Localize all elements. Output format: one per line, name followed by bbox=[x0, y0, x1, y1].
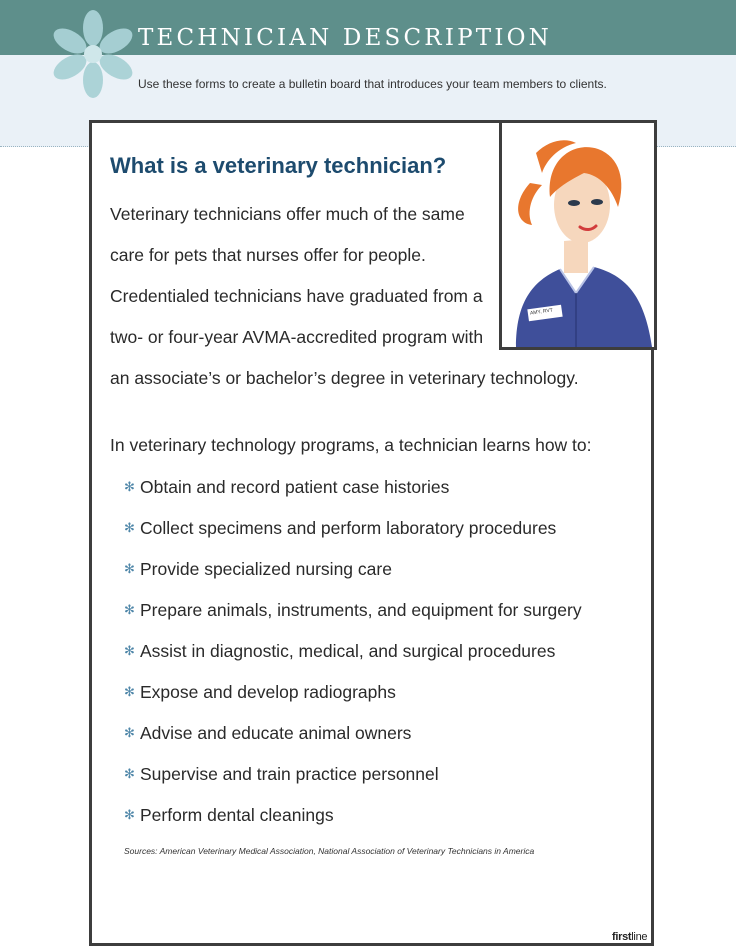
sources-note: Sources: American Veterinary Medical Association, National Association of Veterinary Technicians in America bbox=[124, 846, 535, 856]
list-item: ✻ Collect specimens and perform laboratory procedures bbox=[124, 518, 557, 538]
list-item: ✻ Prepare animals, instruments, and equipment for surgery bbox=[124, 600, 582, 620]
section-heading: What is a veterinary technician? bbox=[110, 153, 447, 178]
list-item: ✻ Advise and educate animal owners bbox=[124, 723, 412, 743]
list-item: ✻ Assist in diagnostic, medical, and surgical procedures bbox=[124, 641, 556, 661]
asterisk-bullet-icon: ✻ bbox=[124, 684, 135, 699]
asterisk-bullet-icon: ✻ bbox=[124, 561, 135, 576]
asterisk-bullet-icon: ✻ bbox=[124, 766, 135, 781]
list-item: ✻ Perform dental cleanings bbox=[124, 805, 334, 825]
list-intro: In veterinary technology programs, a technician learns how to: bbox=[110, 435, 592, 455]
list-item: ✻ Supervise and train practice personnel bbox=[124, 764, 439, 784]
list-item: ✻ Obtain and record patient case histories bbox=[124, 477, 450, 497]
name-badge: AMY, RVT bbox=[529, 307, 554, 317]
paragraph-line: care for pets that nurses offer for people. bbox=[110, 245, 426, 265]
asterisk-bullet-icon: ✻ bbox=[124, 602, 135, 617]
paragraph-line: an associate’s or bachelor’s degree in veterinary technology. bbox=[110, 368, 579, 388]
list-item: ✻ Expose and develop radiographs bbox=[124, 682, 396, 702]
asterisk-bullet-icon: ✻ bbox=[124, 520, 135, 535]
paragraph-line: Credentialed technicians have graduated from a bbox=[110, 286, 483, 306]
flower-logo-icon bbox=[50, 8, 136, 100]
paragraph-line: Veterinary technicians offer much of the same bbox=[110, 204, 465, 224]
technician-portrait bbox=[499, 120, 657, 350]
list-item: ✻ Provide specialized nursing care bbox=[124, 559, 392, 579]
asterisk-bullet-icon: ✻ bbox=[124, 725, 135, 740]
page-title: TECHNICIAN DESCRIPTION bbox=[138, 25, 552, 51]
page-subtitle: Use these forms to create a bulletin board that introduces your team members to clients. bbox=[138, 77, 607, 91]
paragraph-line: two- or four-year AVMA-accredited program with bbox=[110, 327, 484, 347]
asterisk-bullet-icon: ✻ bbox=[124, 643, 135, 658]
asterisk-bullet-icon: ✻ bbox=[124, 807, 135, 822]
brand-logo: firstline bbox=[612, 931, 648, 943]
technician-illustration-icon bbox=[502, 123, 654, 347]
asterisk-bullet-icon: ✻ bbox=[124, 479, 135, 494]
